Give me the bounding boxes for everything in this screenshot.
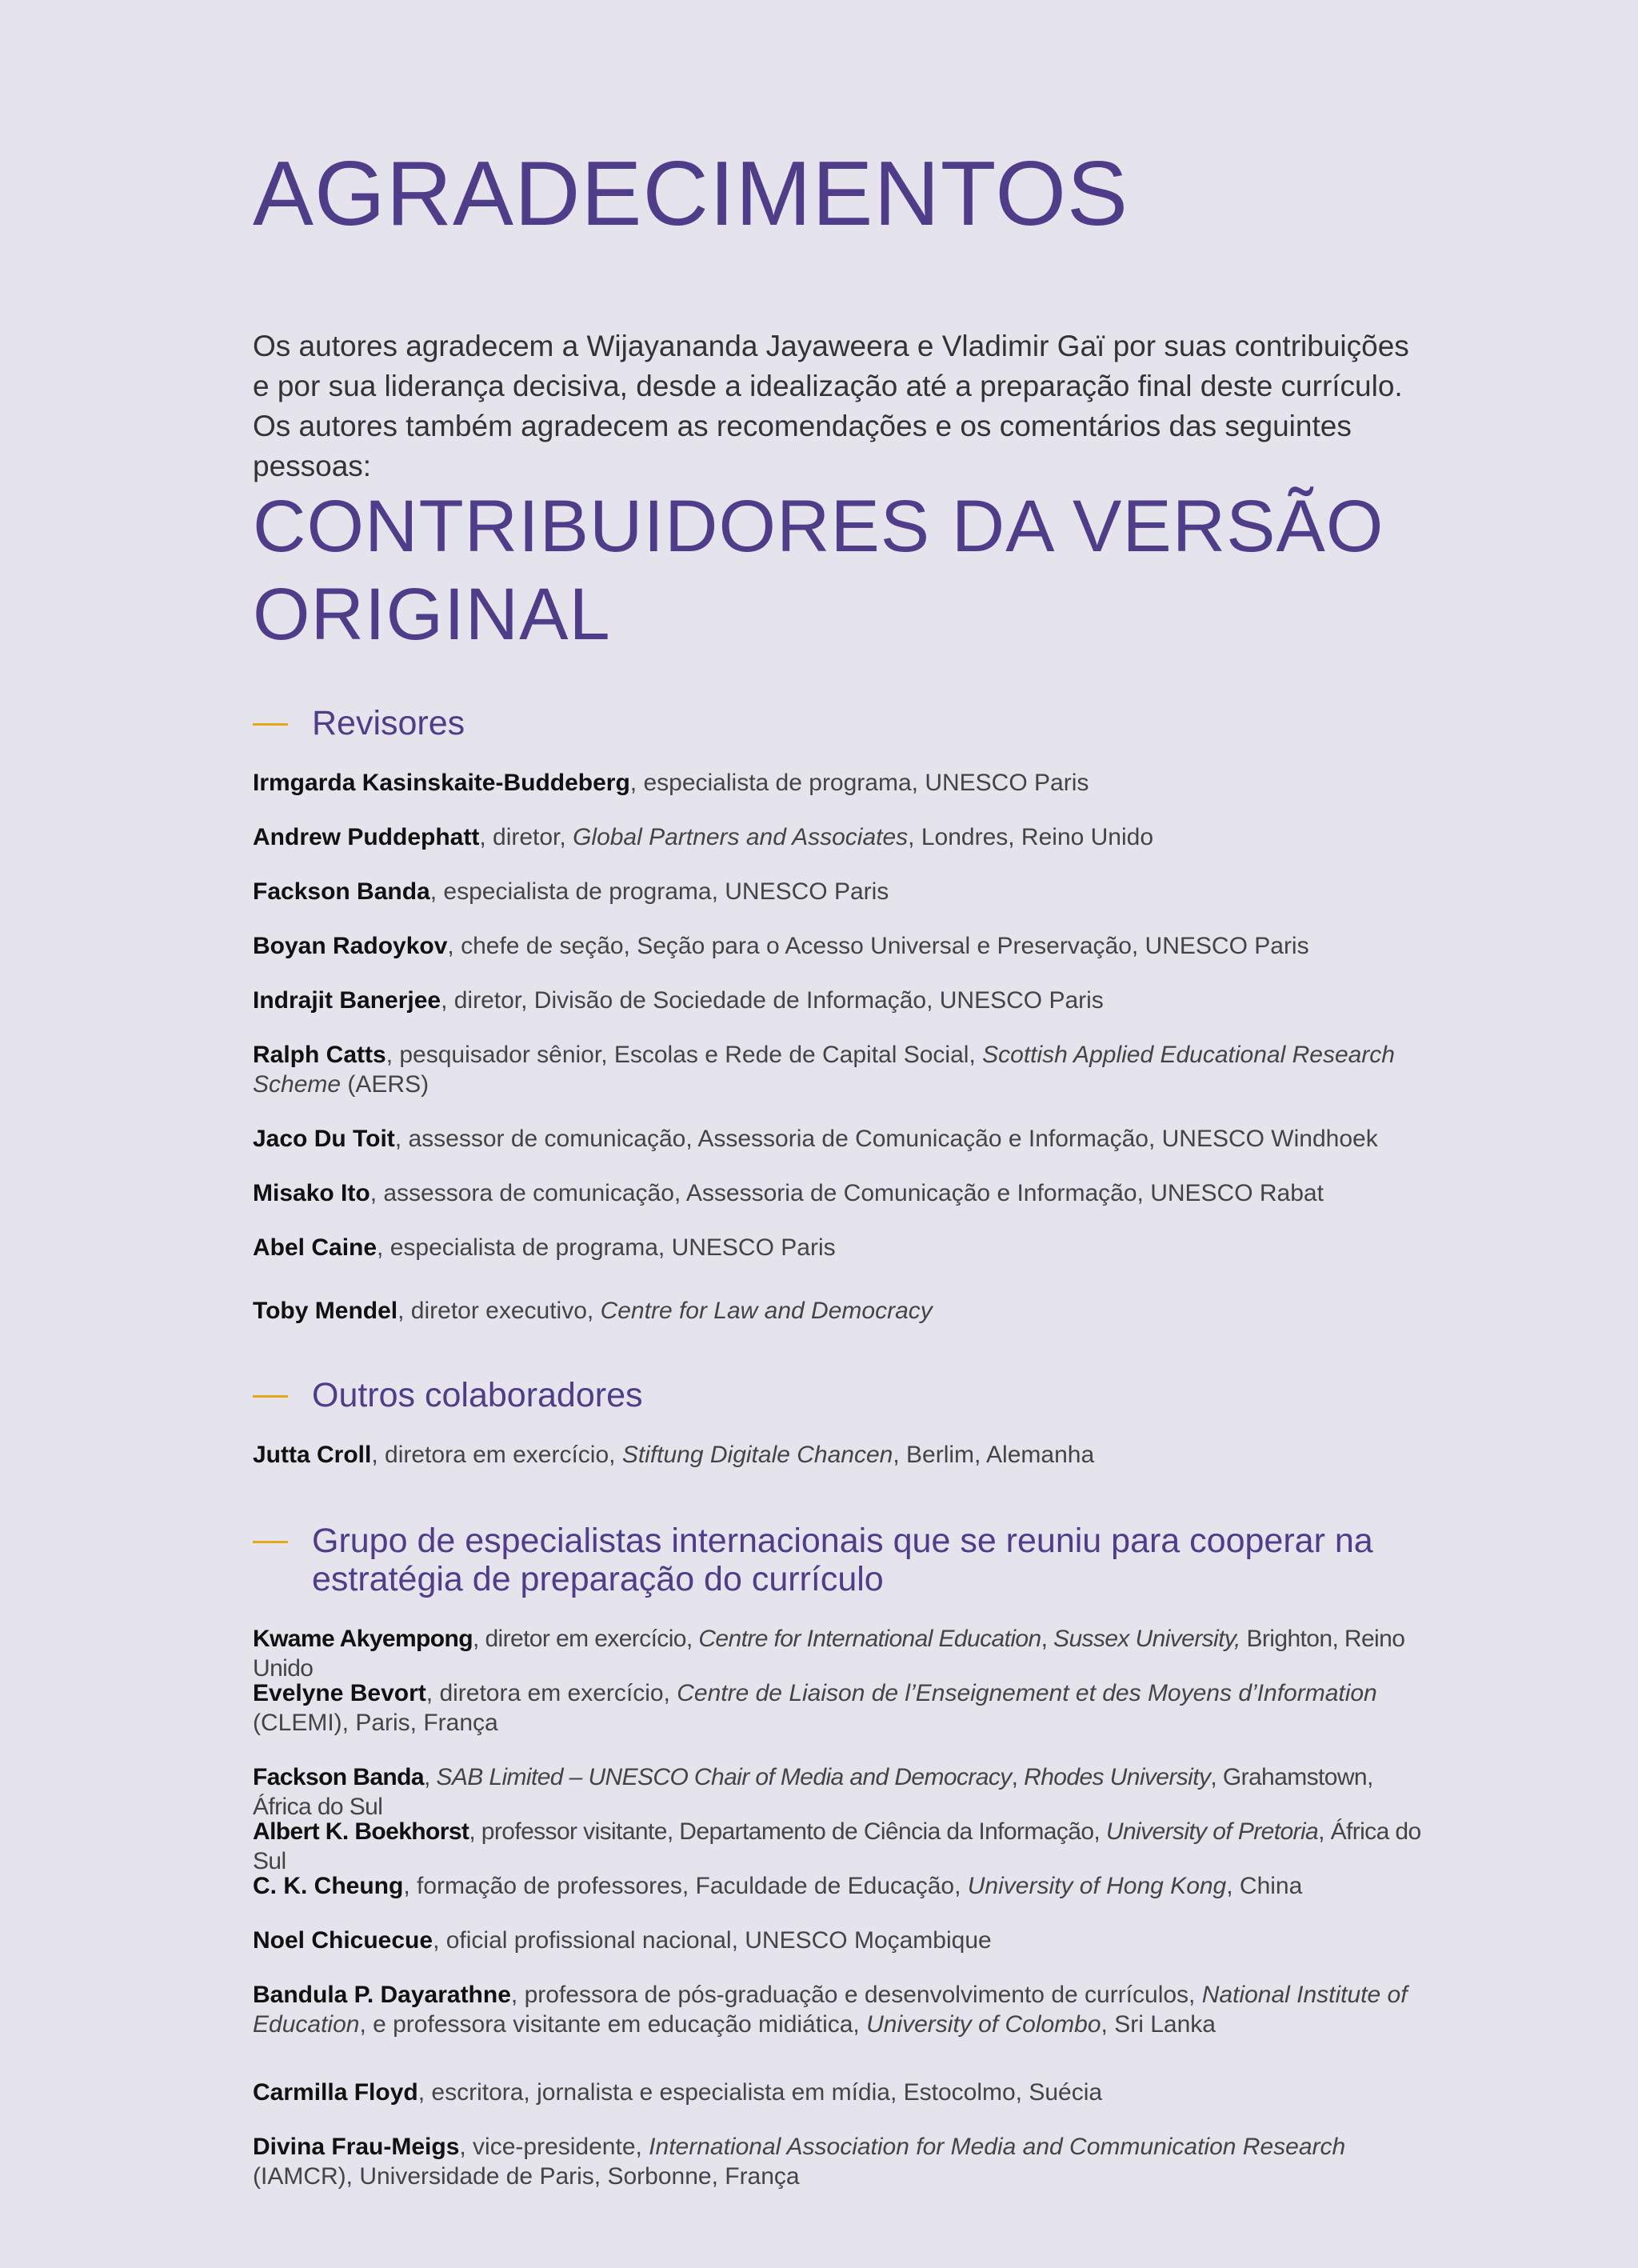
subsection-title: Revisores: [312, 704, 465, 742]
subsection-title: Outros colaboradores: [312, 1376, 643, 1414]
list-item: [253, 1926, 1433, 1955]
institution: Centre for Law and Democracy: [600, 1298, 933, 1324]
location: , Berlim, Alemanha: [893, 1442, 1095, 1468]
intro-paragraph: Os autores agradecem a Wijayananda Jayaweera e Vladimir Gaï por suas contribuições e por sua liderança decisiva, desde a idealização até a preparação final deste currículo. Os autores também agradecem as recomendações e os comentários das seguintes pessoas:: [253, 330, 1409, 482]
list-item: [253, 1124, 1433, 1154]
institution: Global Partners and Associates: [573, 824, 909, 850]
institution: National Institute of Education: [253, 1982, 1408, 2038]
institution: Centre for International Education: [698, 1626, 1041, 1652]
subsection-outros: [253, 1376, 1433, 1414]
person-name: Fackson Banda: [253, 1764, 424, 1790]
person-name: Evelyne Bevort: [253, 1680, 426, 1706]
person-name: Divina Frau-Meigs: [253, 2134, 460, 2160]
institution: SAB Limited – UNESCO Chair of Media and Democracy: [436, 1764, 1012, 1790]
person-role: , diretora em exercício,: [371, 1442, 622, 1468]
section-heading: CONTRIBUIDORES DA VERSÃO ORIGINAL: [253, 486, 1384, 655]
person-role: , professor visitante, Departamento de Ciência da Informação,: [469, 1818, 1106, 1845]
location: (IAMCR), Universidade de Paris, Sorbonne, França: [253, 2163, 800, 2190]
list-item: [253, 1980, 1433, 2039]
person-name: Andrew Puddephatt: [253, 824, 480, 850]
person-name: Misako Ito: [253, 1180, 370, 1206]
person-role: , chefe de seção, Seção para o Acesso Universal e Preservação, UNESCO Paris: [447, 933, 1309, 959]
list-item: [253, 1296, 1433, 1326]
list-item: [253, 1817, 1433, 1876]
person-role: , diretor, Divisão de Sociedade de Informação, UNESCO Paris: [441, 987, 1104, 1014]
institution: Scottish Applied Educational Research Scheme: [253, 1042, 1395, 1098]
list-item: [253, 1233, 1433, 1262]
list-item: [253, 1178, 1433, 1208]
person-role: , diretor,: [479, 824, 573, 850]
list-item: [253, 822, 1433, 852]
list-item: [253, 1678, 1433, 1738]
subsection-revisores: [253, 704, 1433, 742]
person-role: , assessora de comunicação, Assessoria de Comunicação e Informação, UNESCO Rabat: [370, 1180, 1324, 1206]
location: (AERS): [341, 1071, 429, 1098]
institution: Rhodes University: [1024, 1764, 1211, 1790]
list-item: [253, 768, 1433, 798]
person-name: Ralph Catts: [253, 1042, 386, 1068]
person-name: Fackson Banda: [253, 878, 430, 905]
person-name: Jutta Croll: [253, 1442, 372, 1468]
location: , África do Sul: [253, 1818, 1421, 1874]
person-role: , formação de professores, Faculdade de Educação,: [403, 1873, 968, 1899]
list-item: [253, 1871, 1433, 1901]
list-item: [253, 2132, 1433, 2191]
person-name: Abel Caine: [253, 1234, 378, 1261]
page-title: AGRADECIMENTOS: [253, 143, 1129, 245]
location: , China: [1226, 1873, 1303, 1899]
person-role: , diretora em exercício,: [425, 1680, 677, 1706]
person-role: , oficial profissional nacional, UNESCO Moçambique: [433, 1927, 992, 1954]
dash-marker: [253, 1541, 288, 1543]
institution: University of Hong Kong: [967, 1873, 1227, 1899]
person-name: Boyan Radoykov: [253, 933, 448, 959]
person-role: , e professora visitante em educação midiática,: [359, 2011, 867, 2038]
person-role: , diretor em exercício,: [472, 1626, 699, 1652]
subsection-title: Grupo de especialistas internacionais que se reuniu para cooperar na estratégia de preparação do currículo: [312, 1522, 1373, 1598]
list-item: [253, 1624, 1433, 1683]
institution: Centre de Liaison de l’Enseignement et des Moyens d’Information: [677, 1680, 1377, 1706]
person-role: , escritora, jornalista e especialista em mídia, Estocolmo, Suécia: [417, 2079, 1103, 2106]
person-name: Carmilla Floyd: [253, 2079, 418, 2106]
person-name: Albert K. Boekhorst: [253, 1818, 469, 1845]
person-role: , pesquisador sênior, Escolas e Rede de Capital Social,: [386, 1042, 983, 1068]
person-name: C. K. Cheung: [253, 1873, 404, 1899]
list-item: [253, 877, 1433, 906]
person-role: , professora de pós-graduação e desenvolvimento de currículos,: [510, 1982, 1202, 2008]
person-role: , especialista de programa, UNESCO Paris: [377, 1234, 836, 1261]
list-item: [253, 1762, 1433, 1822]
institution: University of Pretoria: [1105, 1818, 1319, 1845]
person-name: Irmgarda Kasinskaite-Buddeberg: [253, 770, 630, 796]
location: , Londres, Reino Unido: [908, 824, 1154, 850]
person-name: Indrajit Banerjee: [253, 987, 441, 1014]
institution: Stiftung Digitale Chancen: [621, 1442, 893, 1468]
location: , Sri Lanka: [1101, 2011, 1216, 2038]
person-name: Jaco Du Toit: [253, 1126, 395, 1152]
location: , Grahamstown, África do Sul: [253, 1764, 1373, 1820]
person-name: Bandula P. Dayarathne: [253, 1982, 511, 2008]
location: (CLEMI), Paris, França: [253, 1710, 498, 1736]
dash-marker: [253, 723, 288, 726]
dash-marker: [253, 1395, 288, 1398]
person-role: , diretor executivo,: [398, 1298, 601, 1324]
list-item: [253, 931, 1433, 961]
separator: ,: [1041, 1626, 1054, 1652]
person-role: , assessor de comunicação, Assessoria de Comunicação e Informação, UNESCO Windhoek: [394, 1126, 1378, 1152]
subsection-grupo: [253, 1522, 1433, 1598]
list-item: [253, 2078, 1433, 2107]
list-item: [253, 1040, 1433, 1099]
separator: ,: [423, 1764, 437, 1790]
person-role: , vice-presidente,: [459, 2134, 649, 2160]
location: Brighton, Reino Unido: [253, 1626, 1405, 1682]
person-name: Noel Chicuecue: [253, 1927, 433, 1954]
person-name: Toby Mendel: [253, 1298, 398, 1324]
institution: International Association for Media and Communication Research: [649, 2134, 1346, 2160]
list-item: [253, 1440, 1433, 1470]
person-role: , especialista de programa, UNESCO Paris: [629, 770, 1089, 796]
institution: University of Colombo: [866, 2011, 1101, 2038]
person-role: , especialista de programa, UNESCO Paris: [429, 878, 889, 905]
institution: Sussex University,: [1053, 1626, 1240, 1652]
separator: ,: [1011, 1764, 1025, 1790]
person-name: Kwame Akyempong: [253, 1626, 473, 1652]
list-item: [253, 986, 1433, 1015]
